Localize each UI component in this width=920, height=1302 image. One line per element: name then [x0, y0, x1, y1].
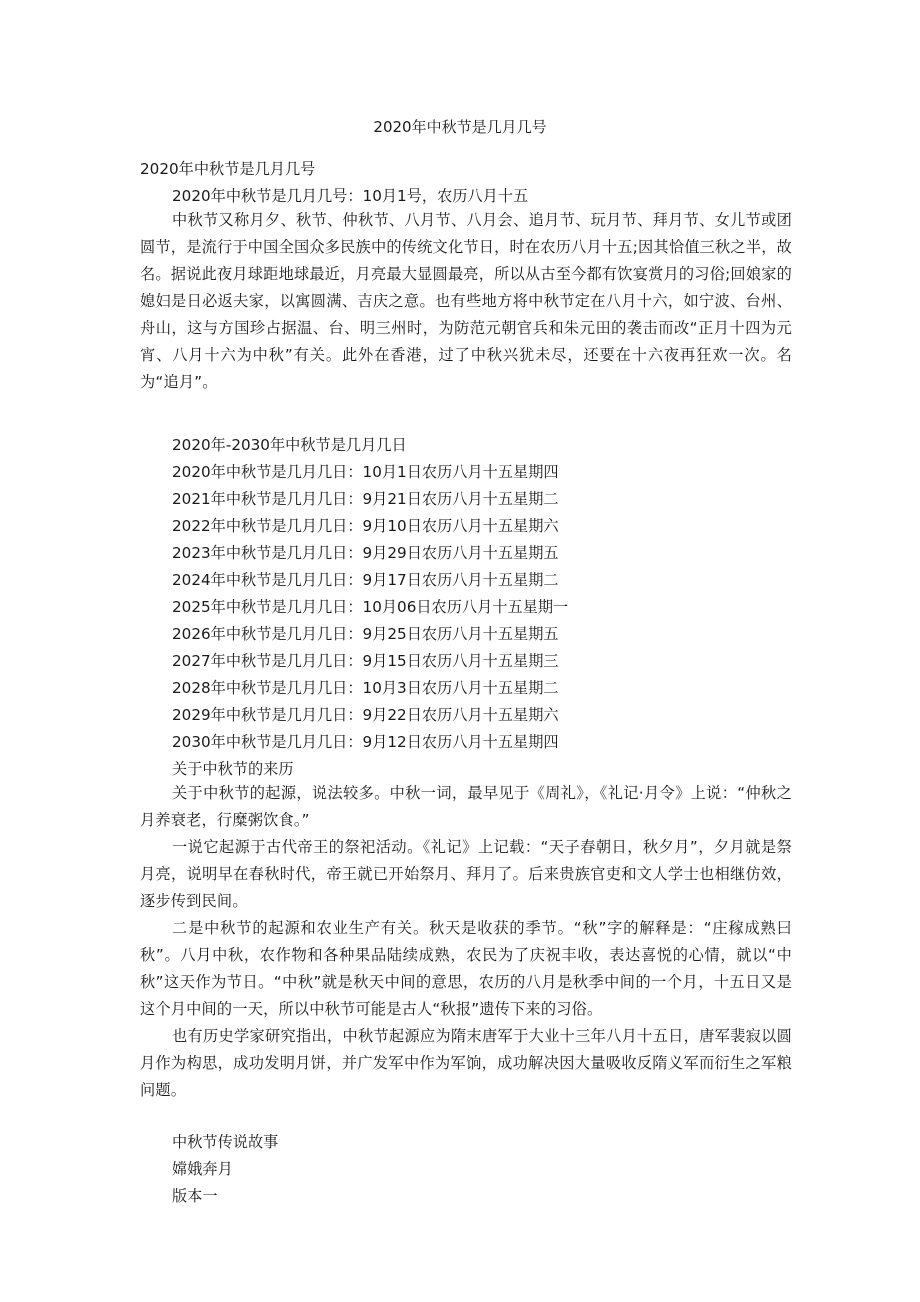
date-row: 2029年中秋节是几月几日：9月22日农历八月十五星期六 — [172, 706, 559, 724]
legend-version: 版本一 — [172, 1187, 218, 1205]
intro-paragraph: 中秋节又称月夕、秋节、仲秋节、八月节、八月会、追月节、玩月节、拜月节、女儿节或团圆节，是流行于中国全国众多民族中的传统文化节日，时在农历八月十五;因其恰值三秋之半，故名。据说此夜月球距地球最近，月亮最大显圆最亮，所以从古至今都有饮宴赏月的习俗;回娘家的媳妇是日必返夫家，以寓圆满、吉庆之意。也有些地方将中秋节定在八月十六，如宁波、台州、舟山，这与方国珍占据温、台、明三州时，为防范元朝官兵和朱元田的袭击而改“正月十四为元宵、八月十六为中秋”有关。此外在香港，过了中秋兴犹未尽，还要在十六夜再狂欢一次。名为“追月”。 — [140, 211, 792, 391]
date-row: 2021年中秋节是几月几日：9月21日农历八月十五星期二 — [172, 490, 559, 508]
answer-line: 2020年中秋节是几月几号：10月1号，农历八月十五 — [172, 187, 529, 205]
date-row: 2030年中秋节是几月几日：9月12日农历八月十五星期四 — [172, 733, 559, 751]
dates-heading: 2020年-2030年中秋节是几月几日 — [172, 436, 407, 454]
origin-paragraph: 一说它起源于古代帝王的祭祀活动。《礼记》上记载：“天子春朝日，秋夕月”，夕月就是祭月亮，说明早在春秋时代，帝王就已开始祭月、拜月了。后来贵族官吏和文人学士也相继仿效，逐步传到民间。 — [140, 838, 792, 910]
date-row: 2022年中秋节是几月几日：9月10日农历八月十五星期六 — [172, 517, 559, 535]
legend-heading: 中秋节传说故事 — [172, 1133, 279, 1151]
origin-paragraph: 二是中秋节的起源和农业生产有关。秋天是收获的季节。“秋”字的解释是：“庄稼成熟曰秋”。八月中秋，农作物和各种果品陆续成熟，农民为了庆祝丰收，表达喜悦的心情，就以“中秋”这天作为节日。“中秋”就是秋天中间的意思，农历的八月是秋季中间的一个月，十五日又是这个月中间的一天，所以中秋节可能是古人“秋报”遗传下来的习俗。 — [140, 919, 792, 1018]
date-row: 2024年中秋节是几月几日：9月17日农历八月十五星期二 — [172, 571, 559, 589]
date-row: 2023年中秋节是几月几日：9月29日农历八月十五星期五 — [172, 544, 559, 562]
section-heading: 2020年中秋节是几月几号 — [140, 160, 316, 178]
document-title: 2020年中秋节是几月几号 — [373, 118, 547, 136]
date-row: 2027年中秋节是几月几日：9月15日农历八月十五星期三 — [172, 652, 559, 670]
date-row: 2028年中秋节是几月几日：10月3日农历八月十五星期二 — [172, 679, 559, 697]
origin-paragraph: 关于中秋节的起源，说法较多。中秋一词，最早见于《周礼》，《礼记·月令》上说：“仲秋之月养衰老，行糜粥饮食。” — [140, 784, 792, 829]
origin-paragraph: 也有历史学家研究指出，中秋节起源应为隋末唐军于大业十三年八月十五日，唐军裴寂以圆月作为构思，成功发明月饼，并广发军中作为军饷，成功解决因大量吸收反隋义军而衍生之军粮问题。 — [140, 1027, 792, 1099]
legend-title: 嫦娥奔月 — [172, 1160, 233, 1178]
origin-heading: 关于中秋节的来历 — [172, 760, 294, 778]
date-row: 2025年中秋节是几月几日：10月06日农历八月十五星期一 — [172, 598, 569, 616]
date-row: 2020年中秋节是几月几日：10月1日农历八月十五星期四 — [172, 463, 559, 481]
date-row: 2026年中秋节是几月几日：9月25日农历八月十五星期五 — [172, 625, 559, 643]
